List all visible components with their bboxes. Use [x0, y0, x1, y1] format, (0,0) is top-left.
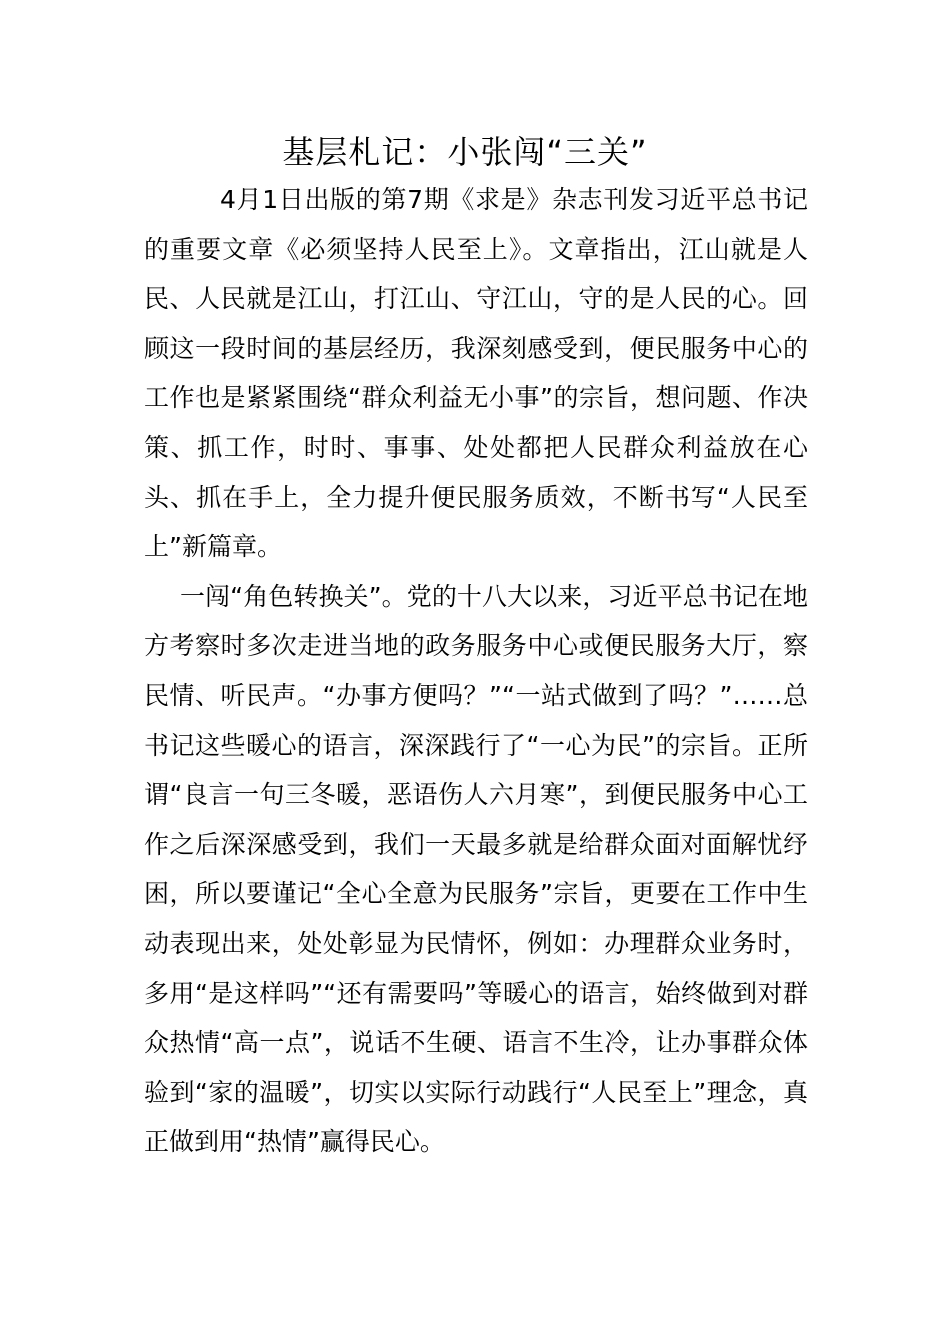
paragraph-intro: 4月1日出版的第7期《求是》杂志刊发习近平总书记的重要文章《必须坚持人民至上》。文章指出，江山就是人民、人民就是江山，打江山、守江山，守的是人民的心。回顾这一段时间的基层经历，我深刻感受到，便民服务中心的工作也是紧紧围绕“群众利益无小事”的宗旨，想问题、作决策、抓工作，时时、事事、处处都把人民群众利益放在心头、抓在手上，全力提升便民服务质效，不断书写“人民至上”新篇章。: [144, 185, 808, 562]
document-body: [144, 175, 808, 1167]
document-title: 基层札记：小张闯“三关”: [282, 133, 648, 171]
paragraph-role-change: 一闯“角色转换关”。党的十八大以来，习近平总书记在地方考察时多次走进当地的政务服务中心或便民服务大厅，察民情、听民声。“办事方便吗？”“一站式做到了吗？”……总书记这些暖心的语言，深深践行了“一心为民”的宗旨。正所谓“良言一句三冬暖，恶语伤人六月寒”，到便民服务中心工作之后深深感受到，我们一天最多就是给群众面对面解忧纾困，所以要谨记“全心全意为民服务”宗旨，更要在工作中生动表现出来，处处彰显为民情怀，例如：办理群众业务时，多用“是这样吗”“还有需要吗”等暖心的语言，始终做到对群众热情“高一点”，说话不生硬、语言不生冷，让办事群众体验到“家的温暖”，切实以实际行动践行“人民至上”理念，真正做到用“热情”赢得民心。: [144, 581, 808, 1157]
